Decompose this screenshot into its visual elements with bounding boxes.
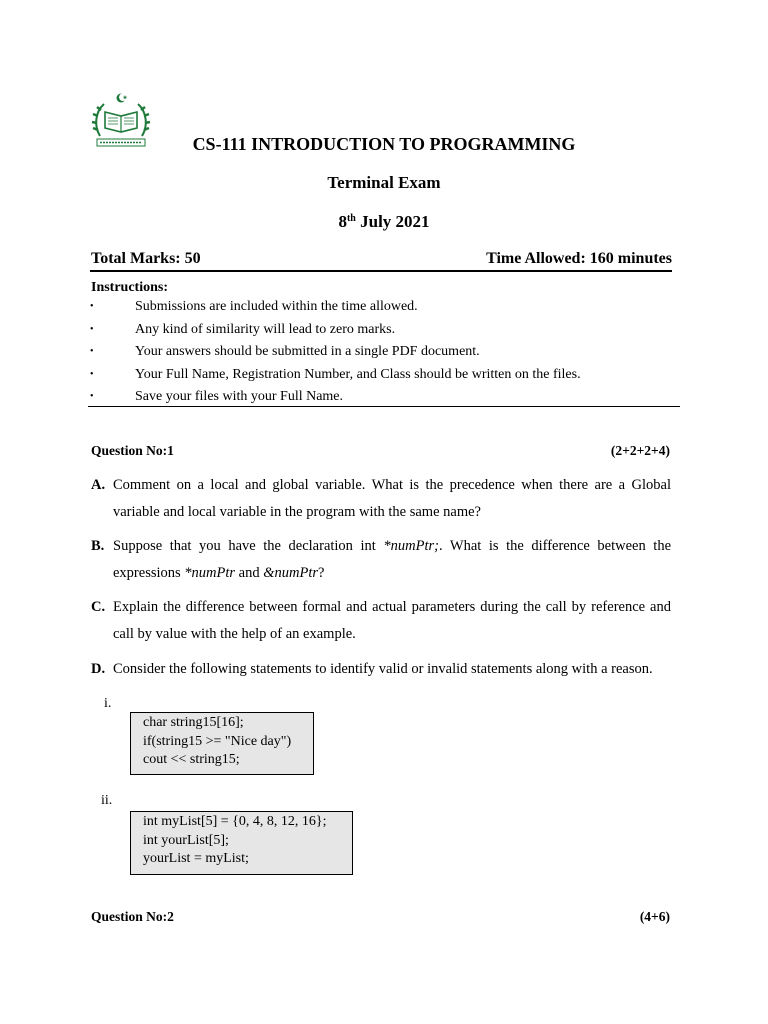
code-expr: *numPtr (184, 565, 236, 581)
bullet-icon: • (90, 368, 94, 380)
bullet-icon: • (90, 323, 94, 335)
header-divider (90, 270, 672, 272)
text-fragment: ? (318, 565, 325, 581)
instruction-text: Any kind of similarity will lead to zero marks. (135, 321, 396, 337)
instructions-heading: Instructions: (91, 280, 169, 295)
part-label: D. (91, 661, 106, 677)
code-line: if(string15 >= "Nice day") (143, 733, 292, 749)
text-fragment: Suppose that you have the declaration int (113, 538, 384, 554)
part-text: Consider the following statements to identify valid or invalid statements along with a reason. (113, 661, 653, 677)
code-snippet (130, 712, 314, 775)
instruction-item (90, 342, 680, 365)
text-fragment: and (235, 565, 264, 581)
bullet-icon: • (90, 346, 94, 357)
question-2-label: Question No:2 (91, 909, 174, 924)
code-decl: *numPtr; (383, 538, 439, 554)
instructions-list (90, 297, 680, 410)
exam-date (0, 212, 768, 232)
question-1-header (91, 443, 670, 459)
part-label: A. (91, 477, 106, 493)
code-line: int yourList[5]; (143, 832, 229, 848)
code-line: int myList[5] = {0, 4, 8, 12, 16}; (143, 814, 327, 829)
instruction-item (90, 297, 680, 320)
date-day: 8 (338, 212, 347, 231)
marks-row (91, 250, 672, 268)
code-line: cout << string15; (143, 752, 240, 767)
question-1-part-c (91, 594, 671, 648)
question-1-part-b (91, 533, 671, 587)
part-label: C. (91, 599, 106, 615)
exam-type: Terminal Exam (327, 173, 441, 192)
date-suffix: th (346, 213, 356, 224)
instructions-divider (88, 406, 680, 407)
text-fragment: . What is the difference between the expressions (113, 538, 672, 581)
question-2-header (91, 909, 670, 925)
code-line: char string15[16]; (143, 715, 244, 730)
date-rest: July 2021 (355, 212, 430, 231)
code-snippet (130, 811, 353, 875)
part-label: B. (91, 538, 105, 554)
part-text: Explain the difference between formal and actual parameters during the call by reference and call by value with the help of an example. (113, 599, 671, 642)
question-2-marks: (4+6) (639, 909, 670, 924)
question-1-part-d (91, 656, 671, 683)
instruction-text: Your Full Name, Registration Number, and Class should be written on the files. (135, 366, 581, 382)
code-expr: &numPtr (263, 565, 319, 581)
instruction-text: Your answers should be submitted in a single PDF document. (135, 344, 480, 359)
time-allowed: Time Allowed: 160 minutes (486, 250, 672, 267)
instruction-text: Submissions are included within the time allowed. (135, 299, 418, 314)
code-line: yourList = myList; (143, 851, 249, 866)
part-text (113, 533, 671, 587)
part-text: Comment on a local and global variable. What is the precedence when there are a Global variable and local variable in the program with the same name? (113, 477, 671, 520)
bullet-icon: • (90, 301, 94, 312)
question-1-label: Question No:1 (91, 443, 174, 458)
instruction-item (90, 320, 680, 343)
course-title: CS-111 INTRODUCTION TO PROGRAMMING (192, 134, 576, 154)
sub-item-numeral: ii. (101, 793, 113, 808)
question-1-part-a (91, 472, 671, 526)
question-1-marks: (2+2+2+4) (610, 443, 670, 458)
bullet-icon: • (90, 391, 94, 402)
instruction-item (90, 365, 680, 388)
instruction-text: Save your files with your Full Name. (135, 389, 344, 404)
sub-item-numeral: i. (104, 696, 112, 711)
total-marks: Total Marks: 50 (91, 250, 201, 267)
